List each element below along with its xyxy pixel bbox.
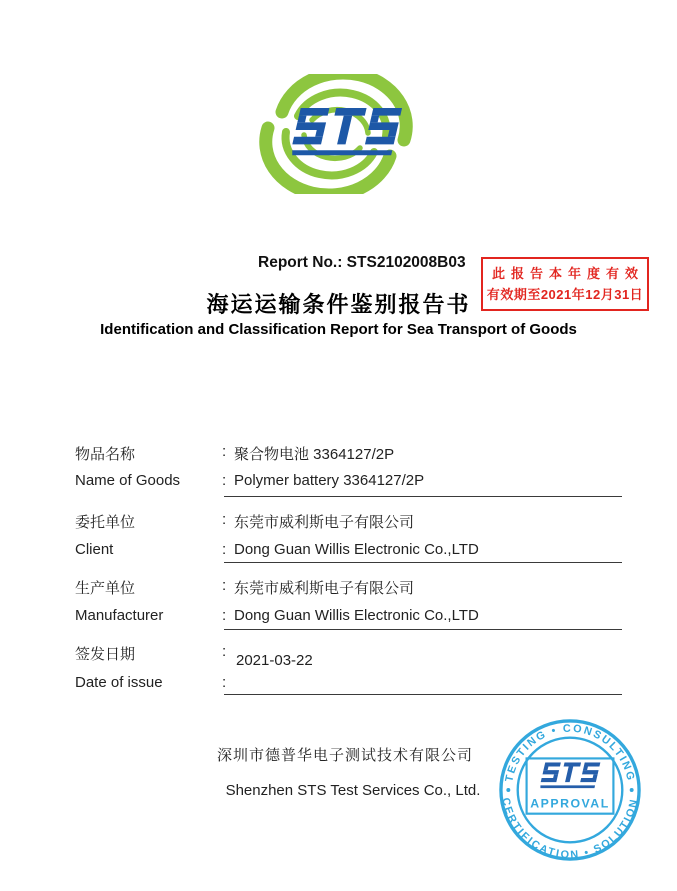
stamp-sts-wordmark-icon [538, 762, 600, 788]
field-client-cn [75, 511, 414, 532]
report-title-chinese: 海运运输条件鉴别报告书 [206, 292, 471, 317]
field-label: Client [75, 541, 114, 558]
approval-stamp [496, 716, 644, 864]
field-name-of-goods-cn [75, 443, 394, 464]
stamp-left-dot-icon [506, 788, 510, 792]
colon: : [222, 541, 227, 558]
field-underline [224, 496, 622, 497]
field-underline [224, 694, 622, 695]
colon: : [222, 674, 227, 691]
field-value: 东莞市威利斯电子有限公司 [234, 580, 415, 597]
issuer-company-chinese: 深圳市德普华电子测试技术有限公司 [216, 747, 473, 764]
field-value: Dong Guan Willis Electronic Co.,LTD [234, 607, 479, 624]
stamp-ring-text-bottom: CERTIFICATION • SOLUTION [499, 796, 641, 862]
field-underline [224, 629, 622, 630]
validity-stamp-line1: 此报告本年度有效 [491, 266, 644, 281]
field-date-of-issue-en [75, 674, 234, 691]
field-label: 签发日期 [75, 646, 136, 663]
field-label: 生产单位 [75, 580, 136, 597]
field-value: 聚合物电池 3364127/2P [234, 446, 395, 463]
colon: : [222, 472, 227, 489]
colon: : [222, 607, 227, 624]
report-title-english: Identification and Classification Report for Sea Transport of Goods [100, 321, 577, 338]
field-value: Dong Guan Willis Electronic Co.,LTD [234, 541, 479, 558]
stamp-approval-text: APPROVAL [530, 796, 610, 811]
field-label: Date of issue [75, 674, 163, 691]
field-client-en [75, 541, 479, 558]
colon: : [222, 577, 227, 594]
field-value-date: 2021-03-22 [236, 652, 313, 669]
sts-logo [252, 74, 420, 198]
field-underline [224, 562, 622, 563]
field-date-of-issue-cn [75, 643, 234, 664]
field-manufacturer-en [75, 607, 479, 624]
field-value: 东莞市威利斯电子有限公司 [234, 514, 415, 531]
field-name-of-goods-en [75, 472, 424, 489]
stamp-ring-text-top: TESTING • CONSULTING [503, 722, 637, 784]
sts-wordmark-icon [292, 108, 404, 157]
field-label: 委托单位 [75, 514, 136, 531]
field-value: Polymer battery 3364127/2P [234, 472, 425, 489]
colon: : [222, 511, 227, 528]
stamp-right-dot-icon [630, 788, 634, 792]
validity-stamp-line2: 有效期至2021年12月31日 [486, 287, 644, 302]
field-manufacturer-cn [75, 577, 414, 598]
field-label: Manufacturer [75, 607, 164, 624]
field-label: Name of Goods [75, 472, 181, 489]
issuer-company-english: Shenzhen STS Test Services Co., Ltd. [225, 782, 481, 799]
colon: : [222, 643, 227, 660]
colon: : [222, 443, 227, 460]
field-label: 物品名称 [75, 446, 136, 463]
report-number: Report No.: STS2102008B03 [258, 254, 466, 271]
